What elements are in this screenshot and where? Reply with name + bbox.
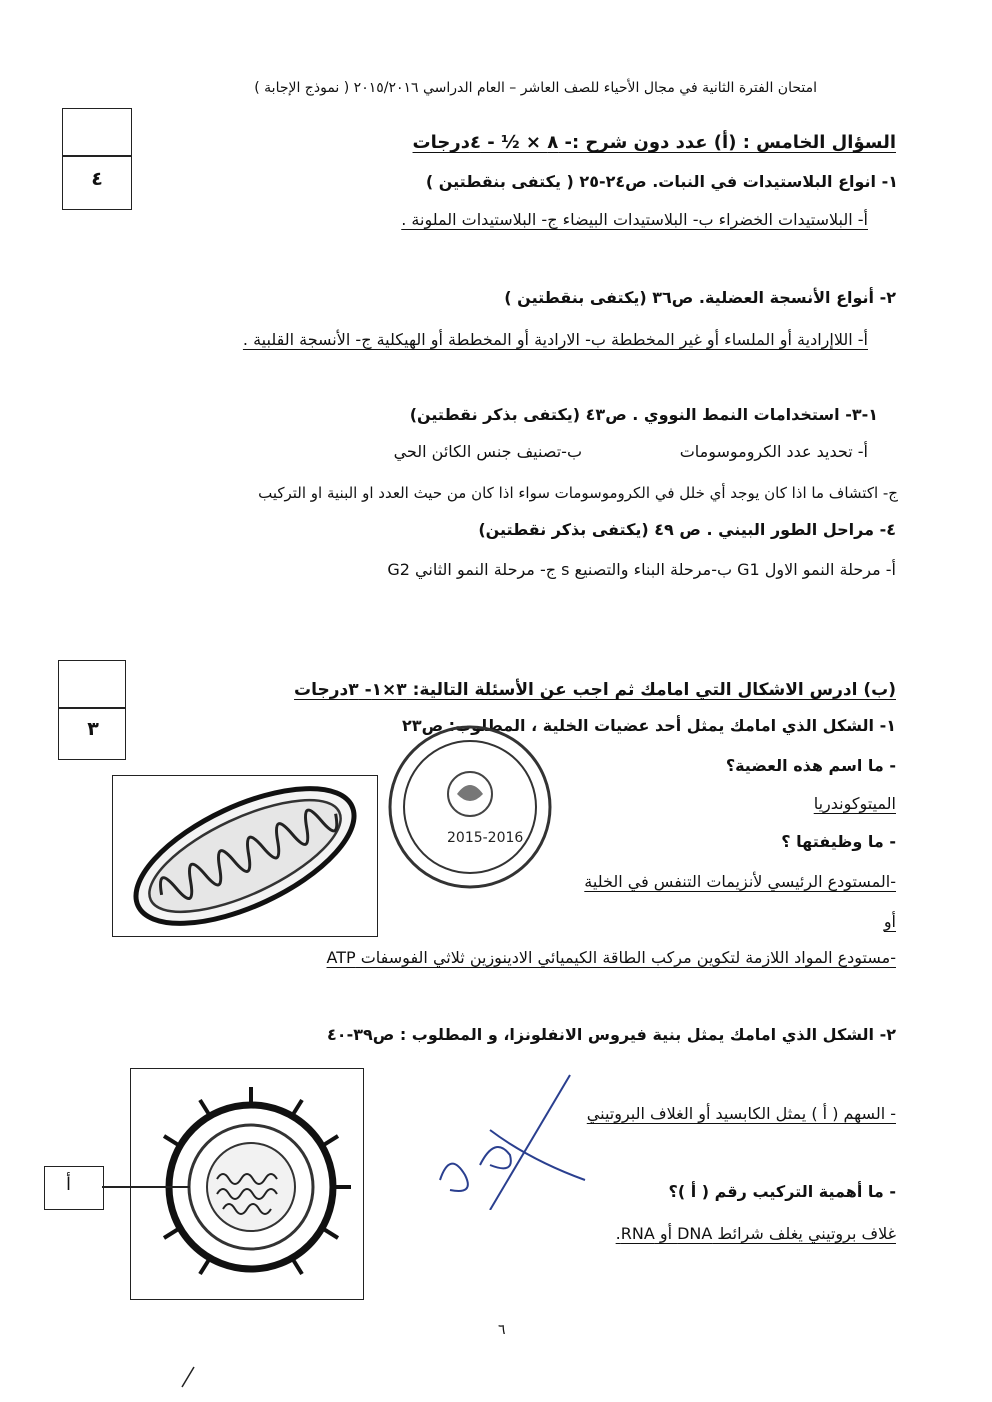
stray-mark xyxy=(178,1365,198,1389)
ministry-stamp xyxy=(385,722,555,892)
stamp-year: 2015-2016 xyxy=(447,830,524,846)
b-q1-answer-function-2: -مستودع المواد اللازمة لتكوين مركب الطاقة الكيميائي الادينوزين ثلاثي الفوسفات ATP xyxy=(326,948,896,967)
part-a-heading: السؤال الخامس : (أ) عدد دون شرح :- ٨ × ½ - ٤درجات xyxy=(412,132,896,153)
b-q1-answer-name: الميتوكوندريا xyxy=(813,794,896,813)
b-q2-ask-importance: - ما أهمية التركيب رقم ( أ )؟ xyxy=(668,1182,896,1201)
b-q1-or: أو xyxy=(883,912,896,931)
q2-answer: أ- اللاإرادية أو الملساء أو غير المخططة ب- الارادية أو المخططة أو الهيكلية ج- الأنسجة القلبية . xyxy=(242,330,868,349)
part-b-heading: (ب) ادرس الاشكال التي امامك ثم اجب عن الأسئلة التالية: ٣×١- ٣درجات xyxy=(294,680,896,700)
influenza-virus-figure xyxy=(130,1068,364,1300)
q4-title: ٤- مراحل الطور البيني . ص ٤٩ (يكتفى بذكر نقطتين) xyxy=(478,520,896,539)
q3-title: ١-٣- استخدامات النمط النووي . ص٤٣ (يكتفى بذكر نقطتين) xyxy=(409,405,878,424)
b-q1-ask-name: - ما اسم هذه العضية؟ xyxy=(725,756,896,775)
b-q2-arrow-answer: - السهم ( أ ) يمثل الكابسيد أو الغلاف البروتيني xyxy=(586,1104,896,1123)
page-number: ٦ xyxy=(498,1322,506,1338)
score-part-a: ٤ xyxy=(91,168,103,190)
exam-header: امتحان الفترة الثانية في مجال الأحياء للصف العاشر – العام الدراسي ٢٠١٥/٢٠١٦ ( نموذج الإجابة ) xyxy=(254,80,817,96)
q3-answer-b: ب-تصنيف جنس الكائن الحي xyxy=(393,442,582,461)
q3-answer-a: أ- تحديد عدد الكروموسومات xyxy=(679,442,868,461)
label-box-a xyxy=(44,1166,104,1210)
q1-answer: أ- البلاستيدات الخضراء ب- البلاستيدات البيضاء ج- البلاستيدات الملونة . xyxy=(401,210,868,229)
b-q2-title: ٢- الشكل الذي امامك يمثل بنية فيروس الانفلونزا، و المطلوب : ص٣٩-٤٠ xyxy=(327,1025,896,1044)
label-pointer-line xyxy=(102,1186,190,1188)
b-q1-title: ١- الشكل الذي امامك يمثل أحد عضيات الخلية ، المطلوب: ص٢٣ xyxy=(402,716,896,735)
q4-answer: أ- مرحلة النمو الاول G1 ب-مرحلة البناء والتصنيع s ج- مرحلة النمو الثاني G2 xyxy=(387,560,896,579)
label-a: أ xyxy=(66,1174,72,1195)
score-part-b: ٣ xyxy=(87,718,99,740)
signature-mark xyxy=(420,1070,590,1210)
b-q1-ask-function: - ما وظيفتها ؟ xyxy=(781,832,896,851)
mitochondria-figure xyxy=(112,775,378,937)
q2-title: ٢- أنواع الأنسجة العضلية. ص٣٦ (يكتفى بنقطتين ) xyxy=(504,288,896,307)
q3-answer-c: ج- اكتشاف ما اذا كان يوجد أي خلل في الكروموسومات سواء اذا كان من حيث العدد او البنية او التركيب xyxy=(258,484,898,502)
score-box-part-b xyxy=(58,660,126,760)
b-q1-answer-function-1: -المستودع الرئيسي لأنزيمات التنفس في الخلية xyxy=(584,872,896,891)
q1-title: ١- انواع البلاستيدات في النبات. ص٢٤-٢٥ ( يكتفى بنقطتين ) xyxy=(425,172,898,191)
b-q2-answer-importance: غلاف بروتيني يغلف شرائط DNA أو RNA. xyxy=(615,1224,896,1243)
score-box-part-a xyxy=(62,108,132,210)
